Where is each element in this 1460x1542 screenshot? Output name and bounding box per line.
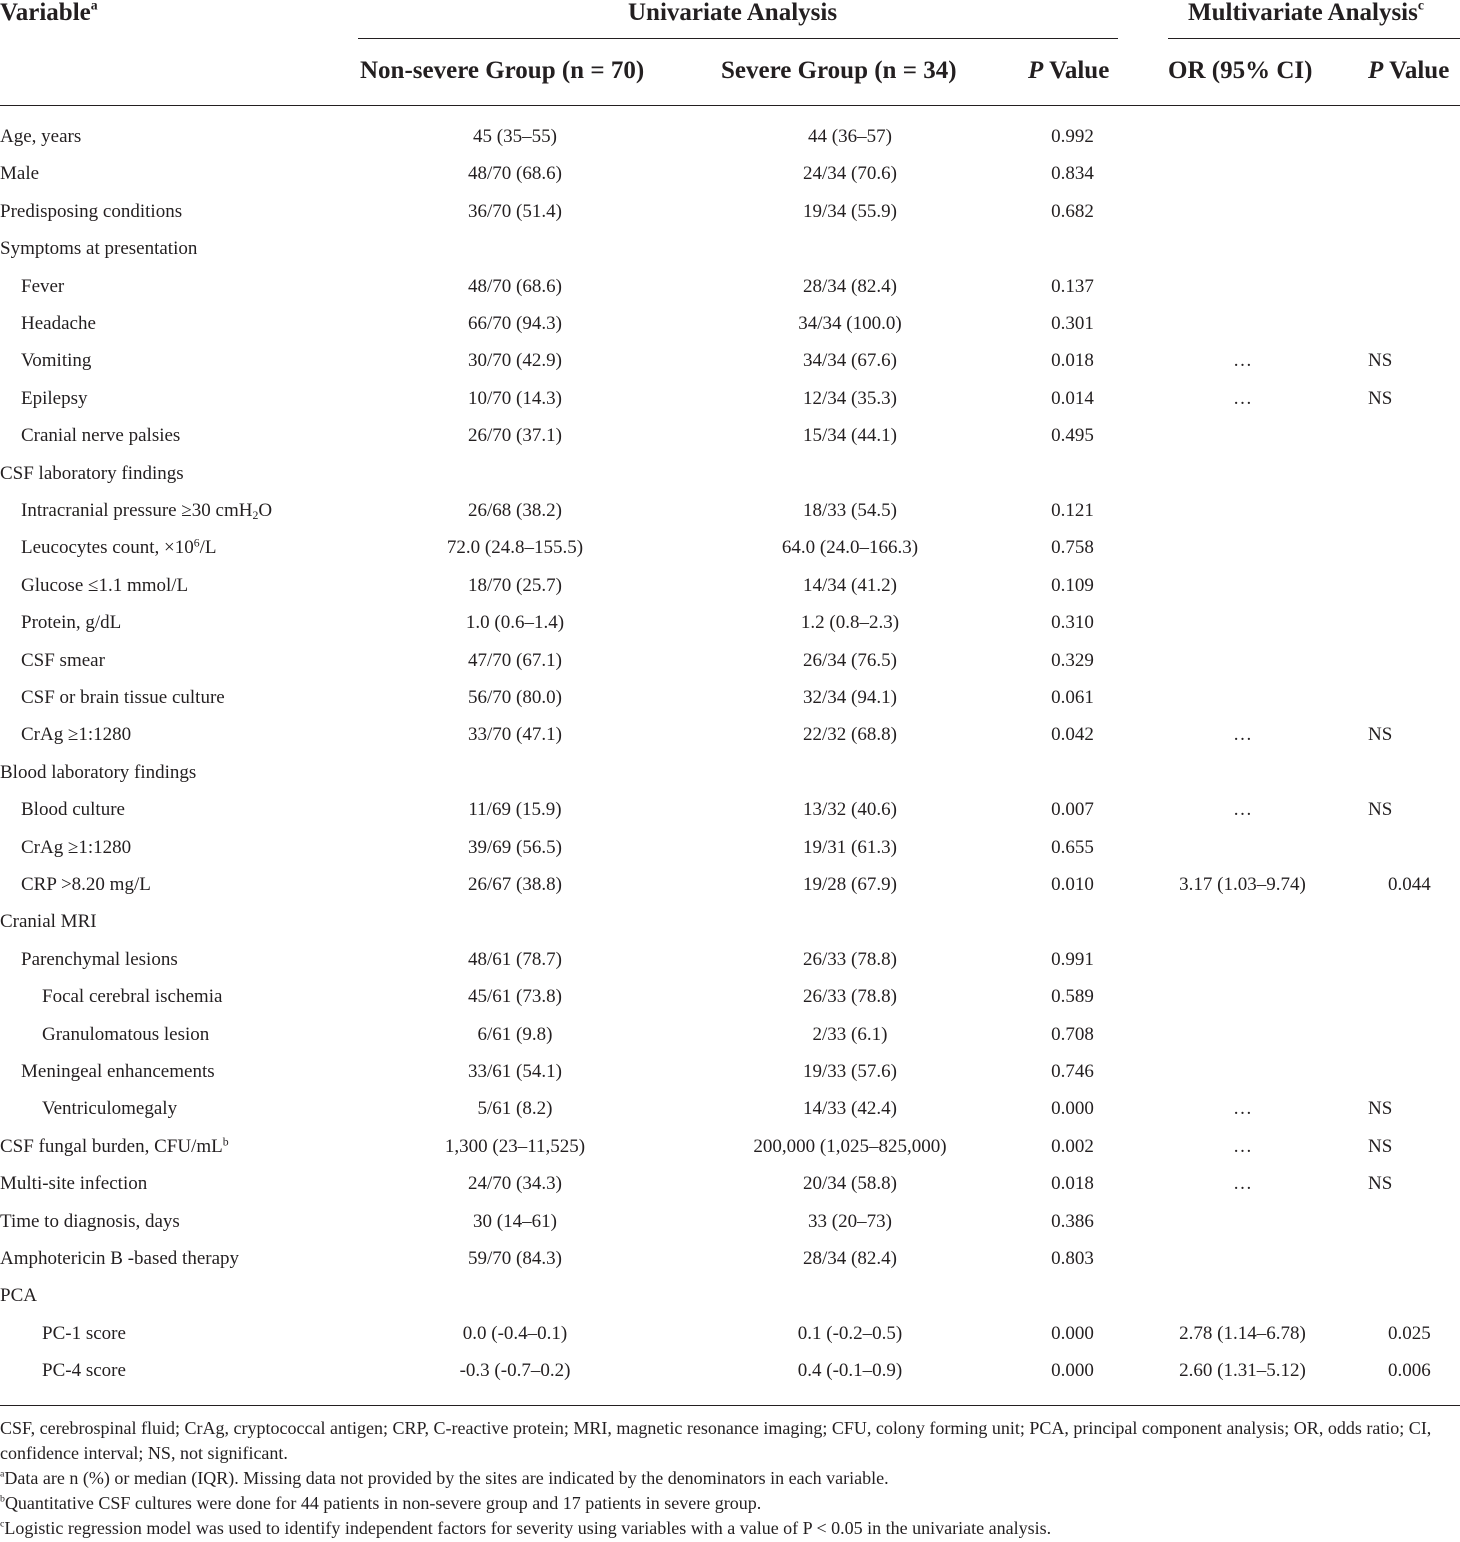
- footnote-abbreviations: CSF, cerebrospinal fluid; CrAg, cryptococcal antigen; CRP, C-reactive protein; MRI, magnetic resonance imaging; CFU, colony forming unit; PCA, principal component analysis; OR, odds ratio; CI, confidence interval; NS, not significant.: [0, 1418, 1432, 1463]
- non-severe-value: 47/70 (67.1): [468, 649, 562, 671]
- severe-value: 0.4 (-0.1–0.9): [797, 1360, 903, 1382]
- variable-superscript: 6: [193, 536, 200, 550]
- non-severe-value: 48/70 (68.6): [468, 163, 562, 185]
- table-row: [0, 866, 1460, 903]
- non-severe-value: 66/70 (94.3): [468, 313, 562, 334]
- multivariate-p-value: NS: [1368, 1173, 1393, 1195]
- severe-value: 13/32 (40.6): [803, 799, 897, 821]
- non-severe-value: 11/69 (15.9): [468, 799, 562, 821]
- severe-value: 26/33 (78.8): [803, 948, 897, 970]
- univariate-p-value: 0.758: [1051, 537, 1094, 559]
- variable-label: CSF fungal burden, CFU/mL: [0, 1135, 223, 1157]
- non-severe-value: 6/61 (9.8): [477, 1023, 553, 1045]
- variable-cell: [0, 1203, 180, 1240]
- severe-value: 200,000 (1,025–825,000): [753, 1135, 947, 1157]
- header-p-value-multivariate: [1368, 58, 1449, 83]
- table-row: [0, 941, 1460, 978]
- table-row: [0, 978, 1460, 1015]
- variable-label: Male: [0, 163, 40, 185]
- header-p-italic: P: [1028, 57, 1044, 84]
- variable-label: Cranial MRI: [0, 911, 97, 933]
- variable-superscript: b: [222, 1135, 229, 1149]
- table-row: [0, 1053, 1460, 1090]
- odds-ratio-value: …: [1233, 1098, 1252, 1120]
- multivariate-p-value: 0.025: [1388, 1322, 1431, 1344]
- univariate-p-value: 0.014: [1051, 387, 1094, 409]
- variable-cell: [42, 978, 222, 1015]
- odds-ratio-value: 3.17 (1.03–9.74): [1179, 874, 1306, 895]
- variable-cell: [0, 1277, 37, 1314]
- variable-cell: [21, 866, 151, 903]
- variable-label: Predisposing conditions: [0, 200, 183, 222]
- header-p-italic: P: [1368, 57, 1384, 84]
- non-severe-value: 45/61 (73.8): [468, 986, 562, 1008]
- non-severe-value: -0.3 (-0.7–0.2): [459, 1360, 571, 1382]
- multivariate-p-value: 0.006: [1388, 1360, 1431, 1382]
- table-row: [0, 1203, 1460, 1240]
- footnote-c-text: Logistic regression model was used to identify independent factors for severity using variables with a value of P < 0.05 in the univariate analysis.: [4, 1518, 1052, 1538]
- variable-label: PC-1 score: [42, 1322, 126, 1344]
- variable-label: PC-4 score: [42, 1360, 126, 1382]
- header-non-severe-group: Non-severe Group (n = 70): [360, 57, 645, 84]
- univariate-p-value: 0.010: [1051, 874, 1094, 895]
- severe-value: 24/34 (70.6): [803, 163, 897, 185]
- variable-label: CrAg ≥1:1280: [21, 836, 132, 858]
- severe-value: 26/34 (76.5): [803, 649, 897, 671]
- non-severe-value: 5/61 (8.2): [477, 1098, 553, 1120]
- odds-ratio-value: …: [1233, 350, 1252, 372]
- univariate-p-value: 0.495: [1051, 425, 1094, 447]
- non-severe-value: 30/70 (42.9): [468, 350, 562, 372]
- non-severe-value: 39/69 (56.5): [468, 836, 562, 858]
- univariate-p-value: 0.018: [1051, 1173, 1094, 1195]
- severe-value: 34/34 (100.0): [798, 313, 902, 334]
- variable-cell: [0, 455, 184, 492]
- univariate-p-value: 0.386: [1051, 1210, 1094, 1232]
- multivariate-p-value: NS: [1368, 724, 1393, 746]
- severe-value: 1.2 (0.8–2.3): [800, 612, 900, 634]
- table-row: [0, 118, 1460, 155]
- severe-value: 34/34 (67.6): [803, 350, 897, 372]
- table-row: [0, 1240, 1460, 1277]
- header-univariate: Univariate Analysis: [628, 0, 838, 26]
- univariate-p-value: 0.061: [1051, 687, 1094, 708]
- non-severe-value: 59/70 (84.3): [468, 1248, 562, 1269]
- table-row: [0, 268, 1460, 305]
- table-row: [0, 567, 1460, 604]
- variable-subscript: 2: [252, 508, 259, 522]
- univariate-p-value: 0.002: [1051, 1135, 1094, 1157]
- non-severe-value: 56/70 (80.0): [468, 687, 562, 708]
- variable-label: Blood culture: [21, 799, 125, 821]
- table-row: [0, 342, 1460, 379]
- table-row: [0, 679, 1460, 716]
- univariate-p-value: 0.000: [1051, 1322, 1094, 1344]
- non-severe-value: 24/70 (34.3): [468, 1173, 562, 1195]
- variable-cell: [42, 1090, 177, 1127]
- non-severe-value: 0.0 (-0.4–0.1): [462, 1322, 568, 1344]
- univariate-p-value: 0.991: [1051, 948, 1094, 970]
- variable-label: Headache: [21, 313, 96, 334]
- variable-label-suffix: O: [258, 500, 273, 521]
- univariate-p-value: 0.329: [1051, 649, 1094, 671]
- variable-label: Fever: [21, 275, 65, 297]
- table-row: [0, 642, 1460, 679]
- variable-label: Amphotericin B -based therapy: [0, 1248, 240, 1269]
- non-severe-value: 26/67 (38.8): [468, 874, 562, 895]
- variable-label: Cranial nerve palsies: [21, 425, 181, 447]
- table-row: [0, 754, 1460, 791]
- table-row: [0, 1090, 1460, 1127]
- odds-ratio-value: …: [1233, 1135, 1252, 1157]
- non-severe-value: 45 (35–55): [473, 126, 557, 147]
- variable-label: Protein, g/dL: [21, 612, 122, 634]
- footnote-a: [0, 1466, 1460, 1491]
- multivariate-p-value: NS: [1368, 799, 1393, 821]
- severe-value: 19/28 (67.9): [803, 874, 897, 895]
- table-row: [0, 305, 1460, 342]
- header-rule: [0, 105, 1460, 106]
- severe-value: 26/33 (78.8): [803, 986, 897, 1008]
- footnote-b-mark: b: [0, 1493, 5, 1505]
- variable-label: CSF smear: [21, 649, 105, 671]
- multivariate-p-value: NS: [1368, 387, 1393, 409]
- variable-cell: [0, 754, 196, 791]
- severe-value: 19/31 (61.3): [803, 836, 897, 858]
- severe-value: 22/32 (68.8): [803, 724, 897, 746]
- severe-value: 19/33 (57.6): [803, 1061, 897, 1082]
- univariate-underline: [358, 38, 1118, 39]
- severe-value: 28/34 (82.4): [803, 275, 897, 297]
- multivariate-p-value: 0.044: [1388, 874, 1431, 895]
- table-row: [0, 193, 1460, 230]
- non-severe-value: 10/70 (14.3): [468, 387, 562, 409]
- variable-cell: [0, 230, 197, 267]
- severe-value: 12/34 (35.3): [803, 387, 897, 409]
- footnote-a-text: Data are n (%) or median (IQR). Missing data not provided by the sites are indicated by the denominators in each variable.: [4, 1468, 889, 1488]
- univariate-p-value: 0.301: [1051, 313, 1094, 334]
- severe-value: 18/33 (54.5): [803, 500, 897, 521]
- variable-label: Age, years: [0, 126, 82, 147]
- variable-cell: [21, 380, 88, 417]
- variable-cell: [21, 829, 131, 866]
- variable-label: Parenchymal lesions: [21, 948, 178, 970]
- univariate-p-value: 0.018: [1051, 350, 1094, 372]
- variable-cell: [21, 529, 216, 566]
- table-row: [0, 903, 1460, 940]
- variable-cell: [0, 1165, 147, 1202]
- table-row: [0, 1352, 1460, 1389]
- odds-ratio-value: …: [1233, 387, 1252, 409]
- odds-ratio-value: …: [1233, 724, 1252, 746]
- header-variable: [0, 0, 98, 25]
- severe-value: 44 (36–57): [808, 126, 892, 147]
- severe-value: 20/34 (58.8): [803, 1173, 897, 1195]
- header-variable-label: Variable: [0, 0, 91, 26]
- variable-cell: [21, 305, 96, 342]
- table-row: [0, 791, 1460, 828]
- severe-value: 33 (20–73): [808, 1210, 892, 1232]
- footnote-b: [0, 1491, 1460, 1516]
- variable-label: Meningeal enhancements: [21, 1061, 215, 1082]
- univariate-p-value: 0.746: [1051, 1061, 1094, 1082]
- table-footnotes: [0, 1416, 1460, 1541]
- variable-cell: [21, 941, 178, 978]
- variable-cell: [42, 1016, 209, 1053]
- univariate-p-value: 0.803: [1051, 1248, 1094, 1269]
- variable-cell: [0, 193, 182, 230]
- variable-label: Vomiting: [21, 350, 92, 372]
- table-row: [0, 155, 1460, 192]
- multivariate-p-value: NS: [1368, 1098, 1393, 1120]
- multivariate-underline: [1168, 38, 1460, 39]
- non-severe-value: 26/70 (37.1): [468, 425, 562, 447]
- variable-label: Blood laboratory findings: [0, 761, 197, 783]
- univariate-p-value: 0.682: [1051, 200, 1094, 222]
- non-severe-value: 1.0 (0.6–1.4): [465, 612, 565, 634]
- non-severe-value: 33/61 (54.1): [468, 1061, 562, 1082]
- univariate-p-value: 0.708: [1051, 1023, 1094, 1045]
- multivariate-p-value: NS: [1368, 1135, 1393, 1157]
- severe-value: 14/34 (41.2): [803, 574, 897, 596]
- table-row: [0, 1165, 1460, 1202]
- variable-label: Multi-site infection: [0, 1173, 148, 1195]
- non-severe-value: 18/70 (25.7): [468, 574, 562, 596]
- table-row: [0, 716, 1460, 753]
- non-severe-value: 1,300 (23–11,525): [444, 1135, 586, 1157]
- severe-value: 32/34 (94.1): [803, 687, 897, 708]
- bottom-rule: [0, 1405, 1460, 1406]
- header-p-value-univariate: [1028, 58, 1109, 83]
- severe-value: 15/34 (44.1): [803, 425, 897, 447]
- univariate-p-value: 0.589: [1051, 986, 1094, 1008]
- variable-label: Time to diagnosis, days: [0, 1210, 180, 1232]
- header-severe-group: Severe Group (n = 34): [721, 57, 957, 84]
- variable-label: CrAg ≥1:1280: [21, 724, 132, 746]
- univariate-p-value: 0.109: [1051, 574, 1094, 596]
- table-row: [0, 1016, 1460, 1053]
- header-multivariate: [1188, 0, 1424, 25]
- table-row: [0, 380, 1460, 417]
- variable-label: Intracranial pressure ≥30 cmH: [21, 500, 253, 521]
- variable-cell: [21, 1053, 215, 1090]
- table-row: [0, 1128, 1460, 1165]
- variable-label: Symptoms at presentation: [0, 238, 198, 260]
- univariate-p-value: 0.007: [1051, 799, 1094, 821]
- variable-label: Leucocytes count, ×10: [21, 537, 194, 559]
- variable-label: CSF laboratory findings: [0, 462, 184, 484]
- severe-value: 14/33 (42.4): [803, 1098, 897, 1120]
- variable-label: Granulomatous lesion: [42, 1023, 210, 1045]
- variable-label: Ventriculomegaly: [42, 1098, 178, 1120]
- table-row: [0, 1277, 1460, 1314]
- severe-value: 64.0 (24.0–166.3): [781, 537, 919, 559]
- variable-cell: [0, 1240, 239, 1277]
- univariate-p-value: 0.000: [1051, 1360, 1094, 1382]
- non-severe-value: 72.0 (24.8–155.5): [446, 537, 584, 559]
- variable-cell: [0, 903, 97, 940]
- variable-cell: [21, 642, 105, 679]
- non-severe-value: 36/70 (51.4): [468, 200, 562, 222]
- severe-value: 28/34 (82.4): [803, 1248, 897, 1269]
- variable-cell: [21, 342, 91, 379]
- footnote-marker-a: a: [90, 0, 98, 13]
- variable-label: Glucose ≤1.1 mmol/L: [21, 574, 189, 596]
- table-row: [0, 1315, 1460, 1352]
- non-severe-value: 26/68 (38.2): [468, 500, 562, 521]
- variable-cell: [21, 604, 121, 641]
- variable-cell: [21, 492, 272, 529]
- non-severe-value: 48/61 (78.7): [468, 948, 562, 970]
- variable-cell: [21, 791, 125, 828]
- header-multivariate-label: Multivariate Analysis: [1188, 0, 1418, 26]
- non-severe-value: 48/70 (68.6): [468, 275, 562, 297]
- footnote-marker-c: c: [1417, 0, 1424, 13]
- variable-cell: [42, 1315, 126, 1352]
- variable-cell: [42, 1352, 126, 1389]
- univariate-p-value: 0.042: [1051, 724, 1094, 746]
- variable-cell: [21, 268, 64, 305]
- table-row: [0, 604, 1460, 641]
- header-or-ci: OR (95% CI): [1168, 57, 1313, 84]
- variable-cell: [0, 155, 39, 192]
- variable-cell: [0, 1128, 229, 1165]
- footnote-c: [0, 1516, 1460, 1541]
- univariate-p-value: 0.137: [1051, 275, 1094, 297]
- table-row: [0, 230, 1460, 267]
- univariate-p-value: 0.310: [1051, 612, 1094, 634]
- table-row: [0, 529, 1460, 566]
- variable-label: Focal cerebral ischemia: [42, 986, 223, 1008]
- univariate-p-value: 0.655: [1051, 836, 1094, 858]
- variable-label-suffix: /L: [199, 537, 217, 559]
- table-row: [0, 492, 1460, 529]
- non-severe-value: 33/70 (47.1): [468, 724, 562, 746]
- odds-ratio-value: 2.78 (1.14–6.78): [1179, 1322, 1306, 1344]
- variable-cell: [21, 679, 225, 716]
- variable-cell: [21, 716, 131, 753]
- odds-ratio-value: …: [1233, 799, 1252, 821]
- table-row: [0, 455, 1460, 492]
- header-p-value-label: Value: [1389, 57, 1450, 84]
- footnote-c-mark: c: [0, 1518, 5, 1530]
- variable-label: Epilepsy: [21, 387, 88, 409]
- table-row: [0, 417, 1460, 454]
- variable-label: PCA: [0, 1285, 37, 1307]
- univariate-p-value: 0.992: [1051, 126, 1094, 147]
- severe-value: 19/34 (55.9): [803, 200, 897, 222]
- variable-label: CRP >8.20 mg/L: [21, 874, 151, 895]
- table-row: [0, 829, 1460, 866]
- variable-cell: [21, 417, 180, 454]
- variable-label: CSF or brain tissue culture: [21, 687, 225, 708]
- variable-cell: [0, 118, 81, 155]
- footnote-b-text: Quantitative CSF cultures were done for 44 patients in non-severe group and 17 patients in severe group.: [4, 1493, 762, 1513]
- severe-value: 0.1 (-0.2–0.5): [797, 1322, 903, 1344]
- header-p-value-label: Value: [1049, 57, 1110, 84]
- odds-ratio-value: …: [1233, 1173, 1252, 1195]
- univariate-p-value: 0.000: [1051, 1098, 1094, 1120]
- univariate-p-value: 0.121: [1051, 500, 1094, 521]
- variable-cell: [21, 567, 188, 604]
- severe-value: 2/33 (6.1): [812, 1023, 888, 1045]
- univariate-p-value: 0.834: [1051, 163, 1094, 185]
- multivariate-p-value: NS: [1368, 350, 1393, 372]
- footnote-a-mark: a: [0, 1468, 5, 1480]
- non-severe-value: 30 (14–61): [473, 1210, 557, 1232]
- odds-ratio-value: 2.60 (1.31–5.12): [1179, 1360, 1306, 1382]
